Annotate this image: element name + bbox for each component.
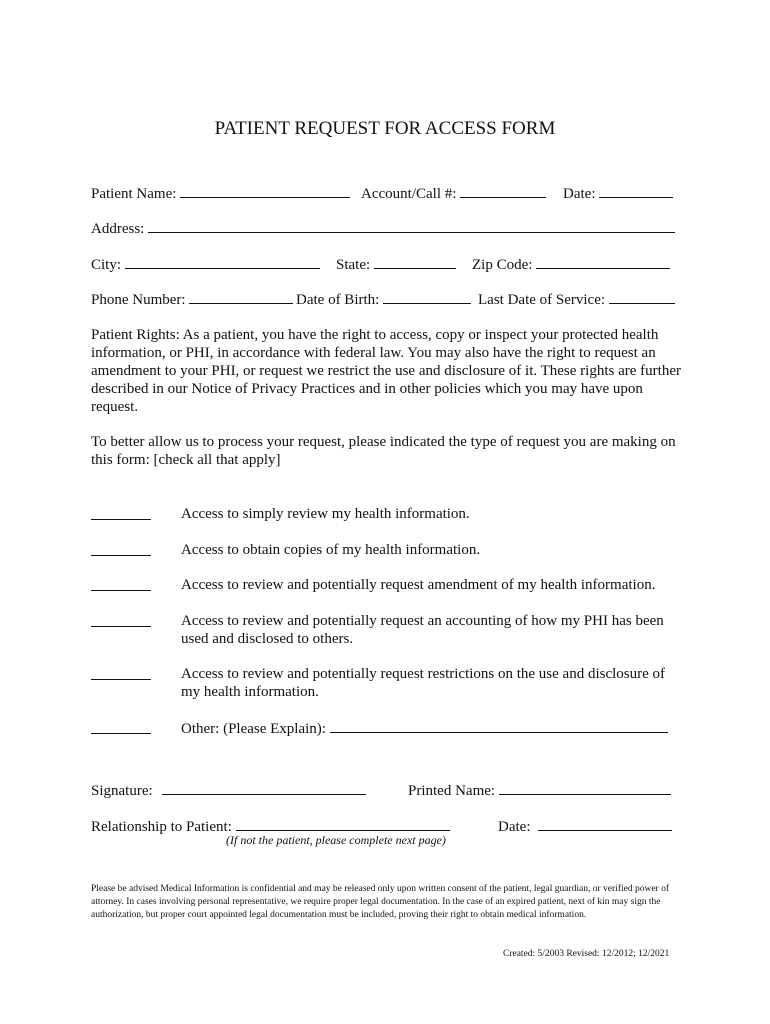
signature-label: Signature: — [91, 783, 153, 799]
address-field[interactable] — [91, 219, 675, 238]
other-explain-field[interactable] — [181, 719, 668, 738]
account-call-field[interactable] — [361, 184, 546, 203]
address-label: Address: — [91, 221, 145, 237]
option-label: Access to obtain copies of my health information. — [181, 542, 481, 558]
city-field[interactable] — [91, 255, 320, 274]
last-date-of-service-label: Last Date of Service: — [478, 292, 606, 308]
city-line[interactable] — [125, 255, 320, 269]
signature-date-label: Date: — [498, 819, 531, 835]
relationship-label: Relationship to Patient: — [91, 819, 232, 835]
option-checkbox-line[interactable] — [91, 505, 151, 520]
option-label: Access to review and potentially request restrictions on the use and disclosure of my health information. — [181, 666, 666, 700]
patient-name-field[interactable] — [91, 184, 350, 203]
zip-code-label: Zip Code: — [472, 257, 533, 273]
state-line[interactable] — [374, 255, 456, 269]
signature-date-field[interactable] — [498, 817, 672, 836]
date-label: Date: — [563, 186, 596, 202]
disclaimer: Please be advised Medical Information is confidential and may be released only upon written consent of the patient, legal guardian, or verified power of attorney. In cases involving personal representative, we require proper legal documentation. In the case of an expired patient, next of kin may sign the authorization, but proper court appointed legal documentation must be included, proving their right to obtain medical information. — [91, 884, 669, 920]
date-of-birth-field[interactable] — [296, 290, 471, 309]
phone-number-field[interactable] — [91, 290, 293, 309]
signature-date-line[interactable] — [538, 817, 672, 831]
patient-name-line[interactable] — [180, 184, 350, 198]
account-call-label: Account/Call #: — [361, 186, 457, 202]
printed-name-line[interactable] — [499, 781, 671, 795]
date-line[interactable] — [599, 184, 673, 198]
state-label: State: — [336, 257, 371, 273]
phone-number-label: Phone Number: — [91, 292, 186, 308]
relationship-note: (If not the patient, please complete next page) — [226, 833, 446, 847]
address-line[interactable] — [148, 219, 675, 233]
signature-line[interactable] — [162, 781, 366, 795]
option-checkbox-line[interactable] — [91, 541, 151, 556]
option-label: Access to review and potentially request amendment of my health information. — [181, 577, 656, 593]
date-of-birth-label: Date of Birth: — [296, 292, 380, 308]
option-label: Access to review and potentially request an accounting of how my PHI has been used and disclosed to others. — [181, 613, 664, 647]
revision-footer: Created: 5/2003 Revised: 12/2012; 12/2021 — [503, 949, 670, 959]
city-label: City: — [91, 257, 122, 273]
last-date-of-service-field[interactable] — [478, 290, 675, 309]
zip-code-line[interactable] — [536, 255, 670, 269]
option-label: Access to simply review my health information. — [181, 506, 470, 522]
date-field[interactable] — [563, 184, 673, 203]
patient-name-label: Patient Name: — [91, 186, 177, 202]
other-explain-label: Other: (Please Explain): — [181, 721, 326, 737]
zip-code-field[interactable] — [472, 255, 670, 274]
option-checkbox-line[interactable] — [91, 576, 151, 591]
patient-rights-paragraph: Patient Rights: As a patient, you have the right to access, copy or inspect your protected health information, or PHI, in accordance with federal law. You may also have the right to request an amendment to your PHI, or request we restrict the use and disclosure of it. These rights are further described in our Notice of Privacy Practices and in other policies which you may have upon request. — [91, 327, 681, 415]
signature-field[interactable] — [91, 781, 366, 800]
date-of-birth-line[interactable] — [383, 290, 471, 304]
option-checkbox-line[interactable] — [91, 719, 151, 734]
other-explain-line[interactable] — [330, 719, 668, 733]
page-title: PATIENT REQUEST FOR ACCESS FORM — [214, 118, 556, 139]
state-field[interactable] — [336, 255, 456, 274]
relationship-line[interactable] — [236, 817, 450, 831]
printed-name-label: Printed Name: — [408, 783, 496, 799]
option-checkbox-line[interactable] — [91, 665, 151, 680]
last-date-of-service-line[interactable] — [609, 290, 675, 304]
printed-name-field[interactable] — [408, 781, 671, 800]
request-type-instruction: To better allow us to process your request, please indicated the type of request you are making on this form: [check all that apply] — [91, 434, 676, 468]
account-call-line[interactable] — [460, 184, 546, 198]
option-checkbox-line[interactable] — [91, 612, 151, 627]
phone-number-line[interactable] — [189, 290, 293, 304]
